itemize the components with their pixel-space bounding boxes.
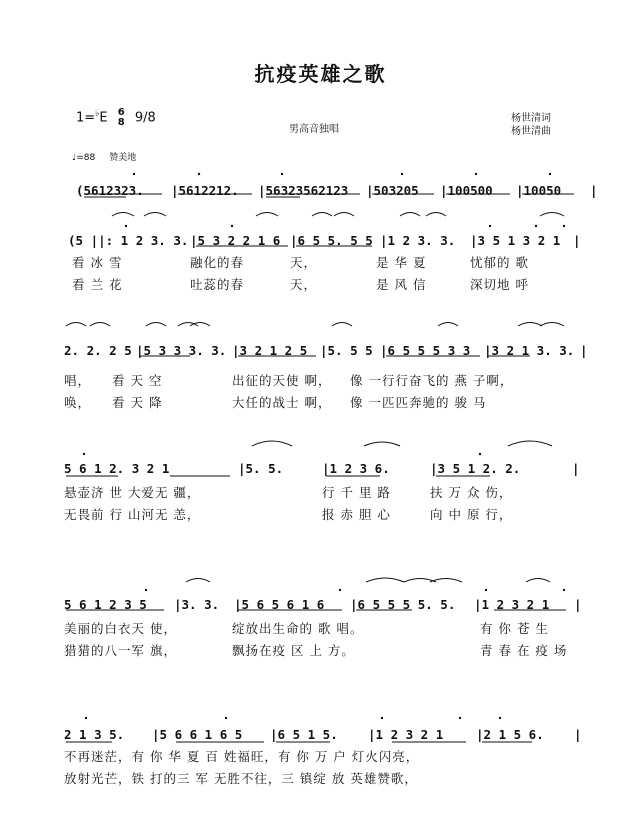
lyric-phrase: 青 春 在 疫 场 [480, 643, 568, 658]
alt-time-signature: 9/8 [134, 110, 156, 126]
composer: 杨世清曲 [511, 126, 551, 137]
lyric-line [0, 254, 641, 272]
notation-line [0, 180, 641, 202]
lyric-phrase: 美丽的白衣天 使， [64, 621, 177, 636]
measure: | [574, 597, 582, 612]
lyric-phrase: 是 风 信 [376, 277, 427, 292]
measure: |10050 [516, 183, 562, 198]
lyric-phrase: 看 天 空 [112, 373, 163, 388]
lyric-line [0, 372, 641, 390]
lyric-phrase: 向 中 原 行， [430, 507, 513, 522]
measure: |5 6 6 1 6 5 [152, 727, 243, 742]
lyric-phrase: 不再迷茫，有 你 华 夏 百 姓福旺，有 你 万 户 灯火闪亮， [64, 749, 420, 764]
time-signature [118, 108, 125, 128]
lyric-phrase: 有 你 苍 生 [480, 621, 549, 636]
performance-note: 男高音独唱 [289, 124, 339, 135]
key-prefix: 1= [76, 110, 96, 126]
lyric-phrase: 看 天 降 [112, 395, 163, 410]
notation-line [0, 458, 641, 480]
notation-line [0, 230, 641, 252]
measure: |1 2 3 6. [322, 461, 390, 476]
measure: |1 2 3 2 1 [368, 727, 444, 742]
measure: |5 3 2 2 1 6 [190, 233, 281, 248]
lyric-phrase: 飘扬在疫 区 上 方。 [232, 643, 355, 658]
lyric-phrase: 吐蕊的春 [190, 277, 245, 292]
measure: 5 6 1 2 3 5 [64, 597, 147, 612]
notation-line [0, 594, 641, 616]
lyric-line [0, 394, 641, 412]
lyric-line [0, 276, 641, 294]
measure: 2. 2. 2 5 [64, 343, 132, 358]
time-denominator: 8 [117, 117, 125, 128]
lyric-phrase: 像 一匹匹奔驰的 骏 马 [350, 395, 487, 410]
lyric-phrase: 无畏前 行 山河无 恙， [64, 507, 201, 522]
lyric-phrase: 出征的天使 啊， [232, 373, 332, 388]
measure: | [573, 233, 581, 248]
lyric-phrase: 看 冰 雪 [72, 255, 123, 270]
measure: 5 6 1 2. 3 2 1 [64, 461, 170, 476]
lyric-phrase: 看 兰 花 [72, 277, 123, 292]
measure: |1 2 3. 3. [380, 233, 456, 248]
measure: |503205 [366, 183, 419, 198]
measure: |6 5 1 5. [270, 727, 338, 742]
lyric-phrase: 猎猎的八一军 旗， [64, 643, 177, 658]
song-title: 抗疫英雄之歌 [254, 62, 387, 86]
key-signature [76, 108, 156, 128]
lyric-phrase: 悬壶济 世 大爱无 疆， [64, 485, 201, 500]
measure: |2 1 5 6. [476, 727, 544, 742]
measure: |56323562123 [258, 183, 349, 198]
measure: |3 2 1 3. 3. [484, 343, 575, 358]
lyric-phrase: 扶 万 众 伤， [430, 485, 513, 500]
measure: | [590, 183, 598, 198]
lyric-line [0, 484, 641, 502]
notation-line [0, 724, 641, 746]
measure: |5. 5. [238, 461, 284, 476]
tempo: ♩=88 [72, 153, 96, 163]
lyric-line [0, 620, 641, 638]
key-note: E [99, 110, 108, 126]
lyric-phrase: 绽放出生命的 歌 唱。 [232, 621, 364, 636]
measure: |100500 [440, 183, 493, 198]
lyric-phrase: 忧郁的 歌 [470, 255, 529, 270]
measure: | [572, 461, 580, 476]
measure: |1 2 3 2 1 [474, 597, 550, 612]
measure: 2 1 3 5. [64, 727, 125, 742]
lyric-line [0, 642, 641, 660]
measure: |6 5 5 5 5. 5. [350, 597, 456, 612]
flat-sign: ♭ [95, 109, 100, 120]
measure: |6 5 5 5 3 3 [380, 343, 471, 358]
lyric-phrase: 报 赤 胆 心 [322, 507, 391, 522]
time-numerator: 6 [117, 107, 125, 118]
measure: |5 6 5 6 1 6 [234, 597, 325, 612]
lyric-phrase: 像 一行行奋飞的 燕 子啊， [350, 373, 514, 388]
lyric-phrase: 行 千 里 路 [322, 485, 391, 500]
notation-line [0, 340, 641, 362]
measure: |3 5 1 3 2 1 [470, 233, 561, 248]
measure: |5. 5 5 [320, 343, 373, 358]
expression: 赞美地 [109, 153, 137, 163]
lyric-phrase: 是 华 夏 [376, 255, 427, 270]
measure: |3 2 1 2 5 [232, 343, 308, 358]
lyric-phrase: 天， [290, 277, 318, 292]
lyric-phrase: 唱， [64, 373, 92, 388]
lyric-phrase: 大任的战士 啊， [232, 395, 332, 410]
measure: |3. 3. [174, 597, 220, 612]
measure: |6 5 5. 5 5 [290, 233, 373, 248]
measure: (5612323. [76, 183, 144, 198]
lyric-phrase: 放射光芒，铁 打的三 军 无胜不往，三 镇绽 放 英雄赞歌， [64, 771, 418, 786]
measure: (5 ||: 1 2 3. 3. [68, 233, 189, 248]
credits [511, 112, 551, 138]
measure: | [580, 343, 588, 358]
lyric-line [0, 506, 641, 524]
lyric-phrase: 融化的春 [190, 255, 245, 270]
lyric-phrase: 天， [290, 255, 318, 270]
lyricist: 杨世清词 [511, 113, 551, 124]
tempo-marking [72, 150, 150, 163]
lyric-line [0, 770, 641, 788]
lyric-phrase: 深切地 呼 [470, 277, 529, 292]
lyric-line [0, 748, 641, 766]
lyric-phrase: 唤， [64, 395, 92, 410]
measure: |3 5 1 2. 2. [430, 461, 521, 476]
measure: | [574, 727, 582, 742]
measure: |5612212. [171, 183, 239, 198]
measure: |5 3 3 3. 3. [136, 343, 227, 358]
